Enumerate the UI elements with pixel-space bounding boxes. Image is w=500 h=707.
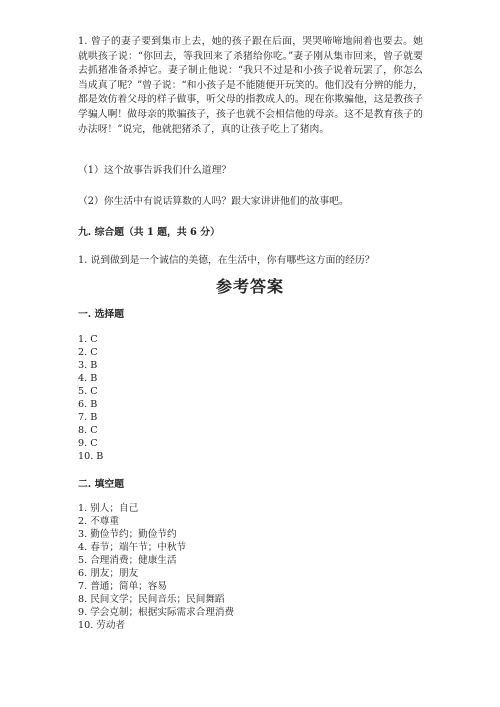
choice-answer-list: [78, 333, 103, 463]
answer-key-title: 参考答案: [215, 277, 284, 296]
list-item: 2. C: [78, 347, 98, 358]
list-item: 9. C: [78, 438, 98, 449]
list-item: 7. B: [78, 412, 98, 423]
question-2: （2）你生活中有说话算数的人吗？跟大家讲讲他们的故事吧。: [78, 196, 349, 207]
list-item: 1. C: [78, 334, 98, 345]
list-item: 3. 勤俭节约；勤俭节约: [78, 529, 177, 540]
list-item: 1. 别人；自己: [78, 503, 139, 514]
list-item: 3. B: [78, 360, 98, 371]
list-item: 7. 普通；简单；容易: [78, 581, 167, 592]
choice-section-title: 一. 选择题: [78, 309, 125, 320]
fill-answer-list: [78, 502, 234, 632]
list-item: 10. B: [78, 451, 104, 462]
section-9-title: 九. 综合题（共 1 题，共 6 分）: [78, 227, 220, 238]
story-paragraph: 1. 曾子的妻子要到集市上去，她的孩子跟在后面，哭哭啼啼地闹着也要去。她就哄孩子说：“你回去，等我回来了杀猪给你吃。”妻子刚从集市回来，曾子就要去抓猪准备杀掉它。妻子制止他说：“我只不过是和小孩子说着玩罢了，你怎么当成真了呢？”曾子说：“和小孩子是不能随便开玩笑的。他们没有分辨的能力，都是效仿着父母的样子做事，听父母的指教成人的。现在你欺骗他，这是教孩子学骗人啊！做母亲的欺骗孩子，孩子也就不会相信他的母亲。这不是教育孩子的办法呀！”说完，他就把猪杀了，真的让孩子吃上了猪肉。: [78, 36, 423, 135]
list-item: 6. 朋友；朋友: [78, 568, 139, 579]
list-item: 8. 民间文学；民间音乐；民间舞蹈: [78, 594, 225, 605]
list-item: 5. C: [78, 386, 98, 397]
list-item: 5. 合理消费；健康生活: [78, 555, 177, 566]
list-item: 2. 不尊重: [78, 516, 119, 527]
section-9-question: 1. 说到做到是一个诚信的美德，在生活中，你有哪些这方面的经历？: [78, 255, 375, 266]
fill-section-title: 二. 填空题: [78, 479, 125, 490]
question-1: （1）这个故事告诉我们什么道理？: [78, 165, 232, 176]
list-item: 8. C: [78, 425, 98, 436]
list-item: 6. B: [78, 399, 98, 410]
list-item: 10. 劳动者: [78, 620, 126, 631]
list-item: 4. B: [78, 373, 98, 384]
list-item: 4. 春节；端午节；中秋节: [78, 542, 187, 553]
list-item: 9. 学会克制；根据实际需求合理消费: [78, 607, 235, 618]
